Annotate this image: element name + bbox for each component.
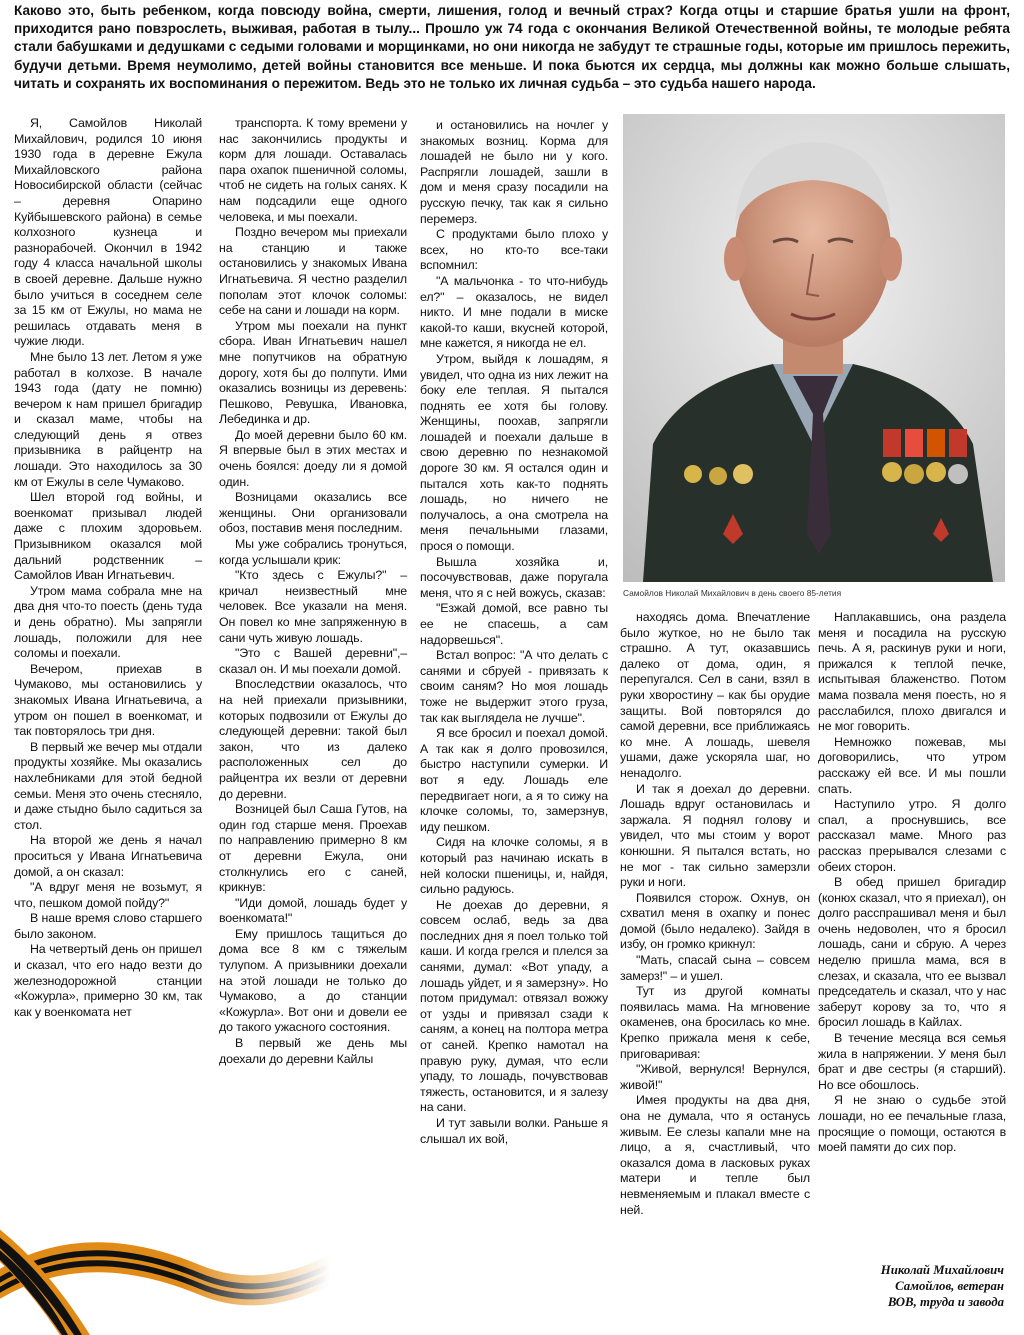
paragraph: В первый же вечер мы отдали продукты хозяйке. Мы оказались нахлебниками для этой бедной семьи. Меня это очень стесняло, и даже стыдно было садиться за стол. bbox=[14, 739, 202, 832]
paragraph: Вышла хозяйка и, посочувствовав, даже поругала меня, что я с ней вожусь, сказав: bbox=[420, 554, 608, 600]
lead-paragraph: Каково это, быть ребенком, когда повсюду война, смерти, лишения, голод и вечный страх? Когда отцы и старшие братья ушли на фронт, приходится рано повзрослеть, выживая, работая в тылу... Прошло уж 74 года с окончания Великой Отечественной войны, те молодые ребята стали бабушками и дедушками с седыми головами и морщинками, но они никогда не забудут те страшные годы, которые им пришлось пережить, будучи детьми. Время неумолимо, детей войны становится все меньше. И пока бьются их сердца, мы должны как можно больше слышать, читать и сохранять их воспоминания о пережитом. Ведь это не только их личная судьба – это судьба нашего народа. bbox=[14, 3, 1010, 91]
paragraph: Тут из другой комнаты появилась мама. На мгновение окаменев, она бросилась ко мне. Крепко прижала меня к себе, приговаривая: bbox=[620, 984, 810, 1061]
signature-line: ВОВ, труда и завода bbox=[887, 1295, 1004, 1309]
paragraph: "Живой, вернулся! Вернулся, живой!" bbox=[620, 1062, 810, 1092]
paragraph: транспорта. К тому времени у нас закончились продукты и корм для лошади. Оставалась пара охапок пшеничной соломы, чтоб не сидеть на голых санях. К нам подсадили еще одного человека, и мы поехали. bbox=[219, 116, 407, 224]
paragraph: "Иди домой, лошадь будет у военкомата!" bbox=[219, 895, 407, 926]
paragraph: Вечером, приехав в Чумаково, мы остановились у знакомых Ивана Игнатьевича, а утром он пошел в военкомат, и так повторялось три дня. bbox=[14, 661, 202, 739]
paragraph: Возницей был Саша Гутов, на один год старше меня. Проехав по направлению примерно 8 км от деревни Ежула, они столкнулись его с саней, крикнув: bbox=[219, 802, 407, 895]
article-column-1 bbox=[14, 116, 202, 1020]
paragraph: Наступило утро. Я долго спал, а проснувшись, все рассказал маме. Много раз рассказ прерывался слезами с обеих сторон. bbox=[818, 797, 1006, 874]
paragraph: Появился сторож. Охнув, он схватил меня в охапку и понес домой (было недалеко). Зайдя в избу, он громко крикнул: bbox=[620, 890, 810, 952]
paragraph: Поздно вечером мы приехали на станцию и также остановились у знакомых Ивана Игнатьевича. Я честно разделил пополам этот клочок соломы: себе на сани и лошади на корм. bbox=[219, 225, 407, 318]
paragraph: Я, Самойлов Николай Михайлович, родился 10 июня 1930 года в деревне Ежула Михайловского района Новосибирской области (сейчас – деревня Опарино Куйбышевского района) в семье колхозного кузнеца и разнорабочей. Окончил в 1942 году 4 класса начальной школы в своей деревне. Дальше нужно было учиться в соседнем селе за 15 км от Ежулы, но мама не решилась отдавать меня в чужие люди. bbox=[14, 116, 202, 349]
st-george-ribbon-decoration bbox=[0, 1195, 330, 1335]
paragraph: Возницами оказались все женщины. Они организовали обоз, поставив меня последним. bbox=[219, 490, 407, 536]
paragraph: Мне было 13 лет. Летом я уже работал в колхозе. В начале 1943 года (дату не помню) вечером к нам пришел бригадир и сказал маме, чтобы на следующий день я отвез призывника в райцентр на лошади. Это находилось за 30 км от Ежулы в селе Чумаково. bbox=[14, 349, 202, 489]
paragraph: Сидя на клочке соломы, я в который раз начинаю искать в ней колоски пшеницы, и, найдя, сильно радуюсь. bbox=[420, 835, 608, 897]
paragraph: В обед пришел бригадир (конюх сказал, что я приехал), он долго расспрашивал меня и был очень недоволен, что я бросил лошадь, сани и сбрую. А через неделю пришла мама, вся в слезах, и сказала, что ее вызвал председатель и сказал, что у нас заберут корову за то, что я бросил лошадь в Кайлах. bbox=[818, 875, 1006, 1030]
paragraph: Утром мама собрала мне на два дня что-то поесть (день туда и день обратно). Мы запрягли лошадь, положили для нее соломы и поехали. bbox=[14, 583, 202, 661]
photo-caption: Самойлов Николай Михайлович в день своего 85-летия bbox=[623, 588, 842, 598]
signature-line: Николай Михайлович bbox=[880, 1263, 1004, 1277]
paragraph: Наплакавшись, она раздела меня и посадила на русскую печь. А я, раскинув руки и ноги, прижался к теплой печке, испытывая блаженство. Потом мама позвала меня поесть, но я расслабился, плохо двигался и не мог говорить. bbox=[818, 610, 1006, 734]
portrait-photo bbox=[623, 114, 1005, 582]
paragraph: На четвертый день он пришел и сказал, что его надо везти до железнодорожной станции «Кожурла», примерно 30 км, так как у военкомата нет bbox=[14, 942, 202, 1019]
paragraph: Шел второй год войны, и военкомат призывал людей даже с плохим здоровьем. Призывником оказался мой дальний родственник – Самойлов Иван Игнатьевич. bbox=[14, 490, 202, 583]
paragraph: Я все бросил и поехал домой. А так как я долго провозился, быстро наступили сумерки. И вот я еду. Лошадь еле передвигает ноги, а я то сижу на клочке соломы, то, замерзнув, иду пешком. bbox=[420, 726, 608, 834]
paragraph: До моей деревни было 60 км. Я впервые был в этих местах и очень боялся: доеду ли я домой один. bbox=[219, 427, 407, 489]
article-column-4 bbox=[620, 610, 810, 1218]
paragraph: Утром, выйдя к лошадям, я увидел, что одна из них лежит на боку еле теплая. Я пытался поднять ее хотя бы голову. Женщины, поохав, запрягли лошадей и поехали дальше в свою деревню по незнакомой дороге 30 км. Я остался один и пытался хоть как-то поднять лошадь, но ничего не получалось, а она смотрела на меня печальными глазами, прося о помощи. bbox=[420, 351, 608, 554]
paragraph: Я не знаю о судьбе этой лошади, но ее печальные глаза, просящие о помощи, остаются в моей памяти до сих пор. bbox=[818, 1093, 1006, 1155]
paragraph: Утром мы поехали на пункт сбора. Иван Игнатьевич нашел мне попутчиков на обратную дорогу, хотя бы до полпути. Ими оказались возницы из деревень: Пешково, Ревушка, Ивановка, Лебединка и др. bbox=[219, 318, 407, 427]
paragraph: и остановились на ночлег у знакомых возниц. Корма для лошадей не было ни у кого. Распрягли лошадей, зашли в дом и меня сразу посадили на русскую печку, так как я сильно перемерз. bbox=[420, 118, 608, 226]
paragraph: "А вдруг меня не возьмут, я что, пешком домой пойду?" bbox=[14, 880, 202, 910]
paragraph: И так я доехал до деревни. Лошадь вдруг остановилась и заржала. Я поднял голову и увидел, что мы стоим у ворот конюшни. Я пытался встать, но не мог - так сильно замерзли руки и ноги. bbox=[620, 781, 810, 890]
veteran-portrait-image bbox=[623, 114, 1005, 582]
paragraph: С продуктами было плохо у всех, но кто-то все-таки вспомнил: bbox=[420, 227, 608, 273]
paragraph: находясь дома. Впечатление было жуткое, но не было так страшно. А тут, оказавшись далеко от дома, один, я перепугался. Сел в сани, взял в руки хворостину – как бы орудие защиты. Вой повторялся до самой деревни, все приближаясь ко мне. А лошадь, шевеля ушами, даже ускоряла шаг, но ненадолго. bbox=[620, 610, 810, 780]
paragraph: Впоследствии оказалось, что на ней приехали призывники, которых подвозили от Ежулы до следующей деревни: такой был закон, что из далеко расположенных сел до райцентра их везли от деревни до деревни. bbox=[219, 677, 407, 801]
paragraph: В течение месяца вся семья жила в напряжении. У меня был брат и две сестры (я старший). Но все обошлось. bbox=[818, 1031, 1006, 1092]
paragraph: Встал вопрос: "А что делать с санями и сбруей - привязать к своим саням? Но моя лошадь тоже не выдержит этого груза, так как выглядела не лучше". bbox=[420, 648, 608, 725]
article-column-5 bbox=[818, 610, 1006, 1156]
article-column-3 bbox=[420, 118, 608, 1147]
paragraph: В наше время слово старшего было законом. bbox=[14, 911, 202, 941]
paragraph: "А мальчонка - то что-нибудь ел?" – оказалось, не видел никто. И мне подали в миске какой-то каши, вкусней которой, мне кажется, я никогда не ел. bbox=[420, 273, 608, 351]
paragraph: Мы уже собрались тронуться, когда услышали крик: bbox=[219, 537, 407, 567]
paragraph: На второй же день я начал проситься у Ивана Игнатьевича домой, а он сказал: bbox=[14, 833, 202, 879]
article-column-2 bbox=[219, 116, 407, 1067]
author-signature bbox=[814, 1262, 1004, 1310]
paragraph: Не доехав до деревни, я совсем ослаб, ведь за два последних дня я поел только той каши. И когда грелся и плелся за санями, думал: «Вот упаду, а лошадь уйдет, и я замерзну». Но потом придумал: отвязал вожжу от узды и привязал сзади к саням, а конец на полтора метра от саней. Крепко намотал на правую руку, думая, что если упаду, то лошадь, почувствовав тяжесть, остановится, и я залезу на сани. bbox=[420, 897, 608, 1115]
paragraph: Ему пришлось тащиться до дома все 8 км с тяжелым тулупом. А призывники доехали на этой лошади не только до Чумаково, а до станции «Кожурла». Вот они и довели ее до такого ужасного состояния. bbox=[219, 926, 407, 1035]
paragraph: "Кто здесь с Ежулы?" – кричал неизвестный мне человек. Все указали на меня. Он повел ко мне запряженную в сани чуть живую лошадь. bbox=[219, 568, 407, 645]
paragraph: "Это с Вашей деревни",– сказал он. И мы поехали домой. bbox=[219, 646, 407, 676]
paragraph: "Езжай домой, все равно ты ее не спасешь, а сам надорвешься". bbox=[420, 601, 608, 647]
signature-line: Самойлов, ветеран bbox=[895, 1279, 1004, 1293]
paragraph: И тут завыли волки. Раньше я слышал их вой, bbox=[420, 1116, 608, 1146]
paragraph: В первый же день мы доехали до деревни Кайлы bbox=[219, 1036, 407, 1066]
paragraph: Немножко пожевав, мы договорились, что утром расскажу ей все. И мы пошли спать. bbox=[818, 734, 1006, 796]
paragraph: "Мать, спасай сына – совсем замерз!" – и ушел. bbox=[620, 953, 810, 983]
paragraph: Имея продукты на два дня, она не думала, что я останусь живым. Ее слезы капали мне на лицо, а я, счастливый, что оказался дома в ласковых руках матери и тепле был невменяемым и плакал вместе с ней. bbox=[620, 1093, 810, 1217]
